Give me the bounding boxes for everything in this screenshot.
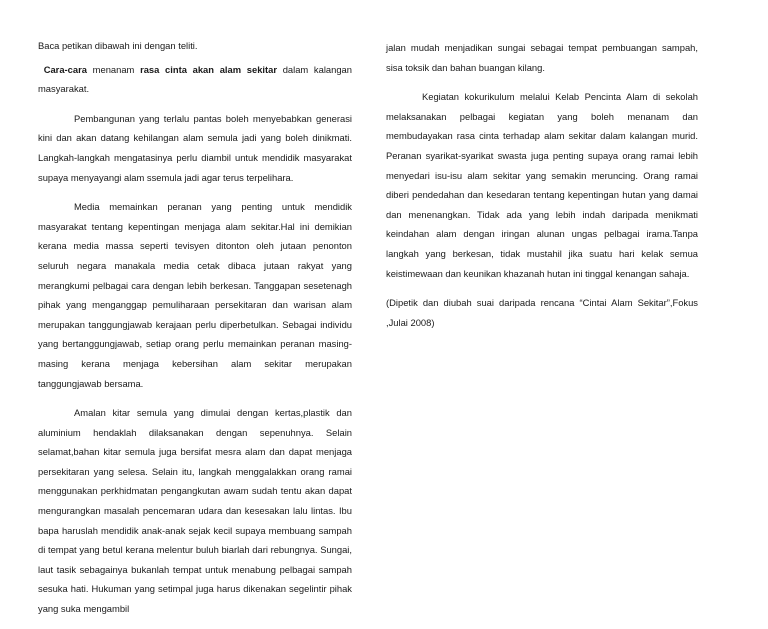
- title-plain-1: menanam: [86, 63, 141, 75]
- paragraph-3: Amalan kitar semula yang dimulai dengan kertas,plastik dan aluminium hendaklah dilaksanakan dengan sepenuhnya. Selain selamat,bahan kitar semula juga bersifat mesra alam dan dapat menjaga persekitaran yang selesa. Selain itu, langkah menggalakkan orang ramai menggunakan perkhidmatan pengangkutan awam sudah tentu akan dapat mengurangkan masalah pencemaran udara dan kesesakan lalu lintas. Ibu bapa haruslah mendidik anak-anak sejak kecil supaya membuang sampah di tempat yang betul kerana melentur buluh biarlah dari rebungnya. Sungai, laut tasik sebagainya bukanlah tempat untuk menabung pelbagai sampah sesuka hati. Hukuman yang setimpal juga harus dikenakan segelintir pihak yang suka mengambil: [38, 407, 352, 615]
- title-plain-2: dalam kalangan masyarakat.: [38, 63, 352, 95]
- instruction-text: Baca petikan dibawah ini dengan teliti.: [38, 40, 198, 51]
- paragraph-1: Pembangunan yang terlalu pantas boleh menyebabkan generasi kini dan akan datang kehilangan alam semula jadi yang boleh dinikmati. Langkah-langkah mengatasinya perlu diambil untuk mendidik masyarakat supaya menyayangi alam ssemula jadi agar terus terpelihara.: [38, 112, 352, 183]
- paragraph-2: Media memainkan peranan yang penting untuk mendidik masyarakat tentang kepentingan menjaga alam sekitar.Hal ini demikian kerana media massa seperti tevisyen ditonton oleh jutaan penonton seluruh negara manakala media cetak dibaca jutaan rakyat yang merangkumi pelbagai cara dengan lebih berkesan. Tanggapan sesetenagh pihak yang menganggap pemuliharaan persekitaran dan warisan alam merupakan tanggungjawab kerajaan perlu diperbetulkan. Sebagai individu yang bertanggungjawab, setiap orang perlu memainkan peranan masing-masing kerana menjaga kebersihan alam sekitar merupakan tanggungjawab bersama.: [38, 201, 352, 389]
- title-bold-2: rasa cinta akan alam sekitar: [140, 63, 277, 75]
- passage-title: [38, 60, 352, 99]
- left-column: [38, 36, 352, 629]
- source-citation: (Dipetik dan diubah suai daripada rencana “Cintai Alam Sekitar”,Fokus ,Julai 2008): [386, 297, 698, 328]
- paragraph-5: Kegiatan kokurikulum melalui Kelab Pencinta Alam di sekolah melaksanakan pelbagai kegiatan yang boleh menanam dan membudayakan rasa cinta terhadap alam sekitar dalam kalangan murid. Peranan syarikat-syarikat swasta juga penting supaya orang ramai lebih menyedari isu-isu alam sekitar yang semakin meruncing. Orang ramai diberi pendedahan dan kesedaran tentang kepentingan hutan yang damai dan menenangkan. Tidak ada yang lebih indah daripada menikmati keindahan alam dengan iringan alunan ungas pelbagai irama.Tanpa langkah yang berkesan, tidak mustahil jika suatu hari kelak semua keistimewaan dan keunikan khazanah hutan ini tinggal kenangan sahaja.: [386, 91, 698, 279]
- paragraph-4: jalan mudah menjadikan sungai sebagai tempat pembuangan sampah, sisa toksik dan bahan buangan kilang.: [386, 42, 698, 73]
- title-bold-1: Cara-cara: [43, 63, 87, 75]
- right-column: [386, 38, 698, 342]
